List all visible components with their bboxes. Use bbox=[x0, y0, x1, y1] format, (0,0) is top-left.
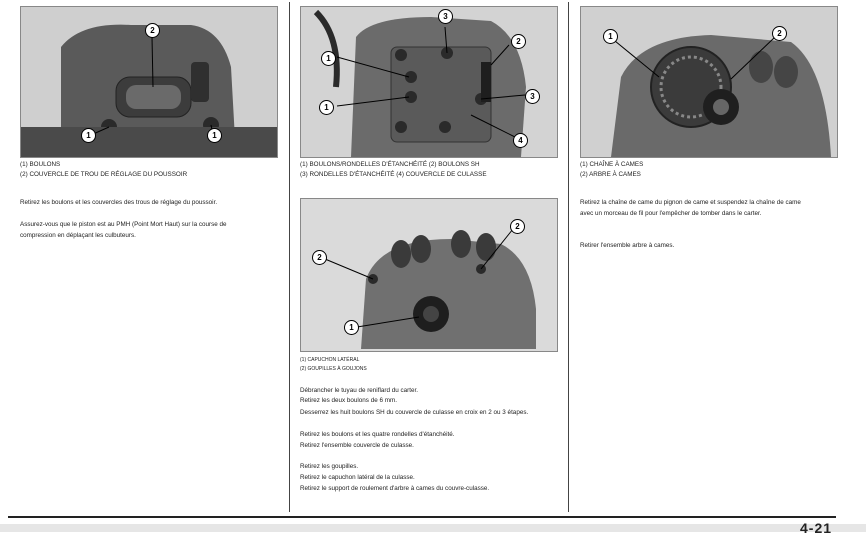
callout-1a: 1 bbox=[81, 128, 96, 143]
col2-step-4: Retirez les boulons et les quatre rondelles d'étanchéité. bbox=[300, 431, 455, 438]
column-divider-1 bbox=[289, 2, 290, 512]
figure-side-cap bbox=[300, 198, 558, 352]
footer-rule bbox=[8, 516, 836, 518]
col2-step-7: Retirez le capuchon latéral de la culasse. bbox=[300, 474, 415, 481]
callout-1a: 1 bbox=[321, 51, 336, 66]
callout-3a: 3 bbox=[438, 9, 453, 24]
caption-col3-line1: (1) CHAÎNE À CAMES bbox=[580, 161, 644, 168]
col1-paragraph-2b: compression en déplaçant les culbuteurs. bbox=[20, 232, 136, 239]
col2-step-8: Retirez le support de roulement d'arbre à cames du couvre-culasse. bbox=[300, 485, 490, 492]
figure-cylinder-head-cover bbox=[300, 6, 558, 158]
caption-col2b-line2: (2) GOUPILLES À GOUJONS bbox=[300, 366, 367, 372]
figure-camshaft bbox=[580, 6, 838, 158]
col3-paragraph-1a: Retirez la chaîne de came du pignon de came et suspendez la chaîne de came bbox=[580, 199, 801, 206]
callout-1b: 1 bbox=[319, 100, 334, 115]
caption-col1-line2: (2) COUVERCLE DE TROU DE RÉGLAGE DU POUSSOIR bbox=[20, 171, 188, 178]
caption-col2-line2: (3) RONDELLES D'ÉTANCHÉITÉ (4) COUVERCLE DE CULASSE bbox=[300, 171, 487, 178]
col3-paragraph-1b: avec un morceau de fil pour l'empêcher de tomber dans le carter. bbox=[580, 210, 762, 217]
col2-step-1: Débrancher le tuyau de reniflard du carter. bbox=[300, 387, 418, 394]
col2-step-6: Retirez les goupilles. bbox=[300, 463, 359, 470]
callout-3b: 3 bbox=[525, 89, 540, 104]
engine-photo-4 bbox=[581, 7, 837, 157]
caption-col3-line2: (2) ARBRE À CAMES bbox=[580, 171, 641, 178]
callout-1: 1 bbox=[344, 320, 359, 335]
callout-2: 2 bbox=[772, 26, 787, 41]
callout-2: 2 bbox=[511, 34, 526, 49]
callout-1: 1 bbox=[603, 29, 618, 44]
bottom-strip bbox=[0, 524, 866, 532]
col1-paragraph-2a: Assurez-vous que le piston est au PMH (Point Mort Haut) sur la course de bbox=[20, 221, 227, 228]
callout-2b: 2 bbox=[510, 219, 525, 234]
callout-2a: 2 bbox=[312, 250, 327, 265]
caption-col2b-line1: (1) CAPUCHON LATÉRAL bbox=[300, 357, 360, 363]
callout-4: 4 bbox=[513, 133, 528, 148]
callout-1b: 1 bbox=[207, 128, 222, 143]
caption-col2-line1: (1) BOULONS/RONDELLES D'ÉTANCHÉITÉ (2) BOULONS SH bbox=[300, 161, 480, 168]
caption-col1-line1: (1) BOULONS bbox=[20, 161, 61, 168]
col1-paragraph-1: Retirez les boulons et les couvercles des trous de réglage du poussoir. bbox=[20, 199, 218, 206]
callout-2: 2 bbox=[145, 23, 160, 38]
page-number: 4-21 bbox=[800, 520, 833, 536]
col2-step-2: Retirez les deux boulons de 6 mm. bbox=[300, 397, 397, 404]
column-divider-2 bbox=[568, 2, 569, 512]
figure-tappet-cover bbox=[20, 6, 278, 158]
col3-paragraph-2: Retirer l'ensemble arbre à cames. bbox=[580, 242, 675, 249]
col2-step-5: Retirez l'ensemble couvercle de culasse. bbox=[300, 442, 414, 449]
col2-step-3: Desserrez les huit boulons SH du couvercle de culasse en croix en 2 ou 3 étapes. bbox=[300, 409, 529, 416]
